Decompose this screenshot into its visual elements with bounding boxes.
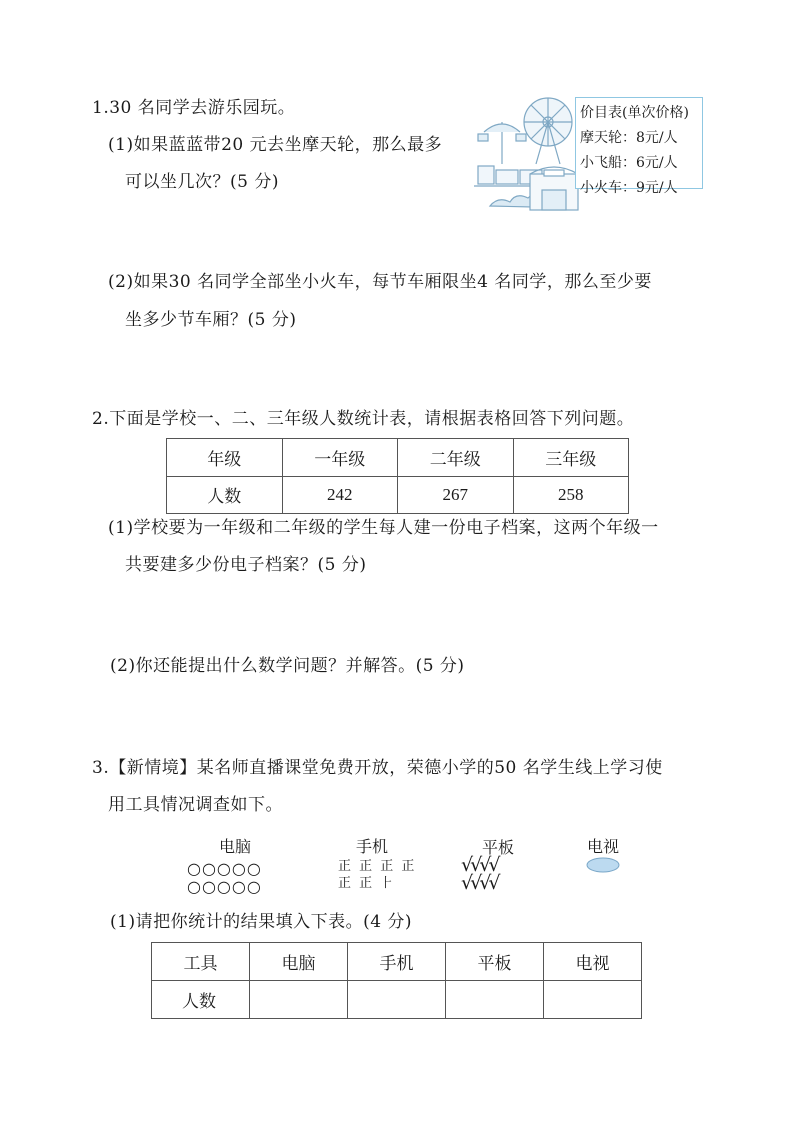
tool-label-phone: 手机 [355,837,388,856]
table-row [152,981,642,1019]
q2-sub1-line1: (1)学校要为一年级和二年级的学生每人建一份电子档案，这两个年级一 [108,518,659,538]
phone-tally-row1: 正 正 正 正 [338,859,417,874]
table-header-cell: 工具 [152,943,250,981]
price-row-train: 小火车：9元/人 [580,180,678,196]
tool-count-table [151,942,642,1019]
q2-title: 2.下面是学校一、二、三年级人数统计表，请根据表格回答下列问题。 [92,409,635,429]
q1-sub2-line1: (2)如果30 名同学全部坐小火车，每节车厢限坐4 名同学，那么至少要 [108,272,652,292]
q1-sub1-line2: 可以坐几次？(5 分) [125,172,279,192]
q2-sub1-line2: 共要建多少份电子档案？(5 分) [125,555,367,575]
table-cell: 人数 [167,476,283,514]
answer-cell-phone[interactable] [348,981,446,1019]
tablet-checks-row1: √√√√ [461,854,498,876]
q1-sub2-line2: 坐多少节车厢？(5 分) [125,310,297,330]
tool-label-tv: 电视 [586,837,619,856]
price-row-ferris-wheel: 摩天轮：8元/人 [580,130,678,146]
q1-title: 1.30 名同学去游乐园玩。 [92,98,296,118]
table-header-cell: 二年级 [398,439,514,477]
tool-label-computer: 电脑 [218,837,251,856]
answer-cell-tablet[interactable] [446,981,544,1019]
q3-title-line2: 用工具情况调查如下。 [108,795,283,815]
q3-title-line1: 3.【新情境】某名师直播课堂免费开放，荣德小学的50 名学生线上学习使 [92,758,663,778]
tablet-checks-row2: √√√√ [461,872,498,894]
table-cell: 267 [398,476,514,514]
tv-oval-mark [585,856,621,874]
table-header-cell: 三年级 [513,439,629,477]
table-header-cell: 电脑 [250,943,348,981]
table-header-cell: 手机 [348,943,446,981]
table-header-cell: 平板 [446,943,544,981]
table-cell: 258 [513,476,629,514]
computer-marks-row2: ○○○○○ [187,877,262,896]
q3-sub1: (1)请把你统计的结果填入下表。(4 分) [110,912,413,932]
table-header-cell: 一年级 [282,439,398,477]
table-header-cell: 电视 [544,943,642,981]
q1-sub1-line1: (1)如果蓝蓝带20 元去坐摩天轮，那么最多 [108,135,443,155]
table-header-row [167,439,629,477]
grade-count-table [166,438,629,514]
table-row [167,476,629,514]
answer-cell-tv[interactable] [544,981,642,1019]
price-row-airship: 小飞船：6元/人 [580,155,678,171]
table-header-row [152,943,642,981]
computer-marks-row1: ○○○○○ [187,859,262,878]
tool-label-tablet: 平板 [481,838,514,857]
table-cell: 242 [282,476,398,514]
answer-cell-computer[interactable] [250,981,348,1019]
table-header-cell: 年级 [167,439,283,477]
phone-tally-row2: 正 正 ⺊ [338,876,396,891]
price-table-title: 价目表(单次价格) [580,105,689,121]
price-table [575,97,703,196]
table-cell: 人数 [152,981,250,1019]
q2-sub2: (2)你还能提出什么数学问题？并解答。(5 分) [110,656,465,676]
